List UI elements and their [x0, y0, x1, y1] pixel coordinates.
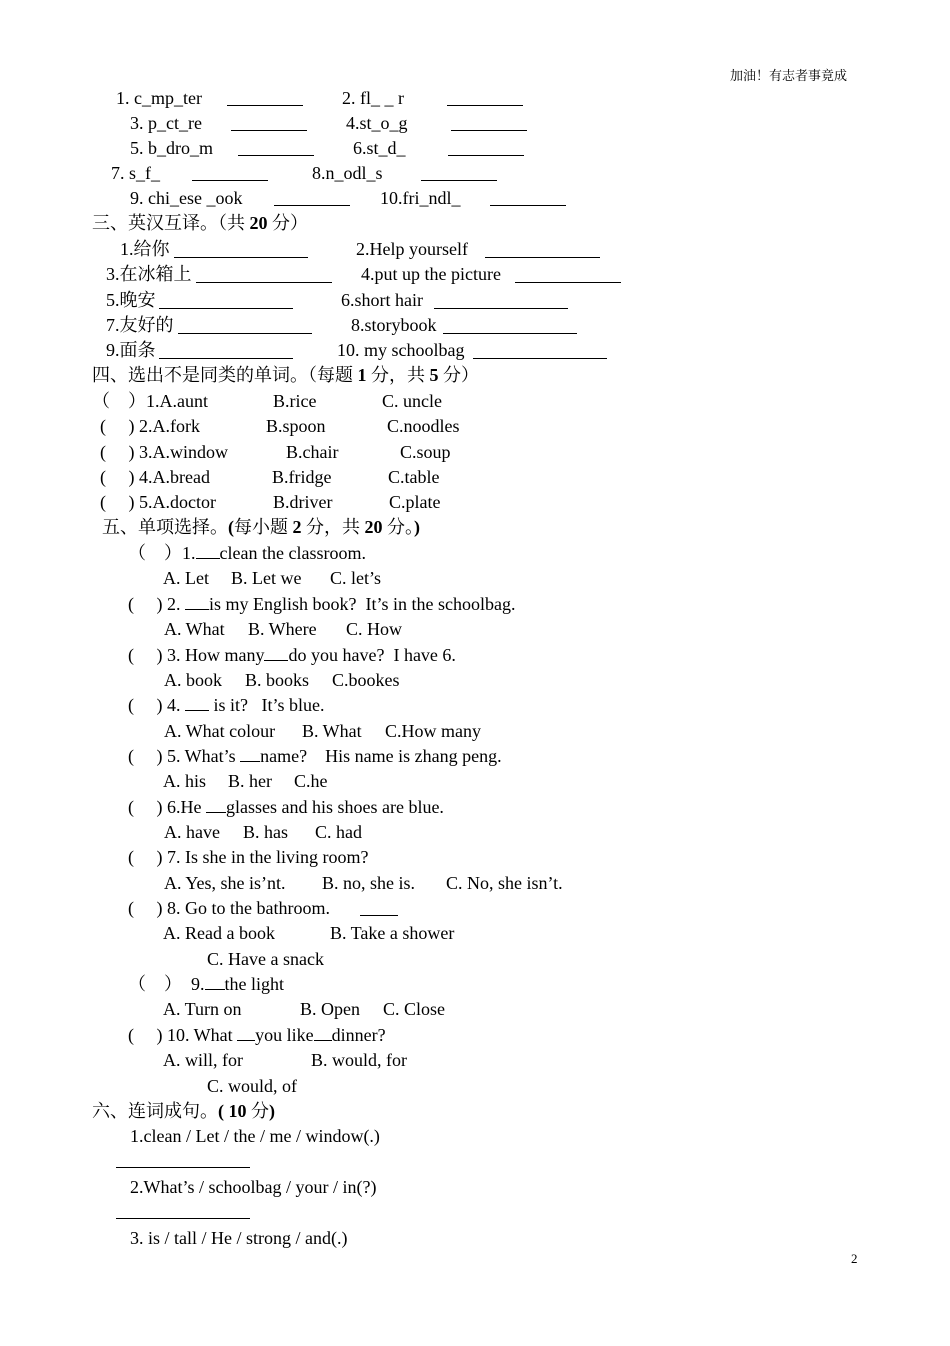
section4-q2-c: C.noodles	[387, 416, 460, 436]
answer-blank[interactable]	[116, 1167, 250, 1168]
section4-title: 四、选出不是同类的单词。（每题 1 分，共 5 分）	[92, 365, 479, 385]
answer-blank[interactable]	[196, 542, 220, 559]
section3-item-1: 1.给你	[120, 239, 170, 259]
section5-q3: ( ) 3. How many do you have? I have 6.	[128, 645, 456, 665]
section5-q1-b: B. Let we	[231, 568, 302, 588]
section4-q3: ( ) 3.A.window	[100, 442, 228, 462]
section5-q4-c: C.How many	[385, 721, 481, 741]
spelling-q1: 1. c_mp_ter	[116, 88, 202, 108]
spelling-q7: 7. s_f_	[111, 163, 160, 183]
section4-q1: （ ）1.A.aunt	[92, 391, 208, 411]
section5-q10-c: C. would, of	[207, 1076, 297, 1096]
section5-q10: ( ) 10. What you like dinner?	[128, 1025, 386, 1045]
page-number: 2	[851, 1251, 858, 1266]
section3-title: 三、英汉互译。（共 20 分）	[92, 213, 308, 233]
answer-blank[interactable]	[443, 333, 577, 334]
section3-item-10: 10. my schoolbag	[337, 340, 465, 360]
section3-item-4: 4.put up the picture	[361, 264, 501, 284]
section5-q8-a: A. Read a book	[163, 923, 275, 943]
section4-q4-b: B.fridge	[272, 467, 332, 487]
answer-blank[interactable]	[206, 796, 226, 813]
spelling-q6: 6.st_d_	[353, 138, 406, 158]
section4-q5: ( ) 5.A.doctor	[100, 492, 216, 512]
section5-q3-b: B. books	[245, 670, 310, 690]
section5-q6-a: A. have	[164, 822, 220, 842]
answer-blank[interactable]	[178, 333, 312, 334]
answer-blank[interactable]	[238, 155, 314, 156]
spelling-q10: 10.fri_ndl_	[380, 188, 461, 208]
answer-blank[interactable]	[360, 915, 398, 916]
answer-blank[interactable]	[274, 205, 350, 206]
section5-q6-b: B. has	[243, 822, 288, 842]
answer-blank[interactable]	[174, 257, 308, 258]
section5-q7-b: B. no, she is.	[322, 873, 416, 893]
section5-q4: ( ) 4. is it? It’s blue.	[128, 695, 325, 715]
section4-q3-b: B.chair	[286, 442, 339, 462]
section5-q1: （ ）1. clean the classroom.	[128, 543, 366, 563]
section5-q9: （ ） 9. the light	[128, 974, 284, 994]
answer-blank[interactable]	[231, 130, 307, 131]
section5-q10-b: B. would, for	[311, 1050, 407, 1070]
answer-blank[interactable]	[434, 308, 568, 309]
answer-blank[interactable]	[227, 105, 303, 106]
section5-q3-c: C.bookes	[332, 670, 400, 690]
section6-item-2: 2.What’s / schoolbag / your / in(?)	[130, 1177, 377, 1197]
section4-q5-b: B.driver	[273, 492, 333, 512]
section5-q7-c: C. No, she isn’t.	[446, 873, 563, 893]
answer-blank[interactable]	[185, 593, 209, 610]
answer-blank[interactable]	[264, 644, 288, 661]
section4-q5-c: C.plate	[389, 492, 441, 512]
answer-blank[interactable]	[314, 1024, 332, 1041]
answer-blank[interactable]	[485, 257, 600, 258]
section5-q7-a: A. Yes, she is’nt.	[164, 873, 286, 893]
section4-q2-b: B.spoon	[266, 416, 326, 436]
section5-q4-b: B. What	[302, 721, 362, 741]
section4-q1-c: C. uncle	[382, 391, 442, 411]
section5-q3-a: A. book	[164, 670, 222, 690]
answer-blank[interactable]	[448, 155, 524, 156]
answer-blank[interactable]	[240, 745, 260, 762]
answer-blank[interactable]	[192, 180, 268, 181]
section4-q2: ( ) 2.A.fork	[100, 416, 200, 436]
section5-q6-c: C. had	[315, 822, 362, 842]
section4-q3-c: C.soup	[400, 442, 451, 462]
section5-q9-a: A. Turn on	[163, 999, 242, 1019]
section5-q8-c: C. Have a snack	[207, 949, 324, 969]
section5-q2-b: B. Where	[248, 619, 317, 639]
section5-q1-a: A. Let	[163, 568, 209, 588]
spelling-q8: 8.n_odl_s	[312, 163, 383, 183]
answer-blank[interactable]	[205, 973, 225, 990]
section3-item-6: 6.short hair	[341, 290, 423, 310]
answer-blank[interactable]	[159, 358, 293, 359]
answer-blank[interactable]	[473, 358, 607, 359]
spelling-q9: 9. chi_ese _ook	[130, 188, 243, 208]
spelling-q3: 3. p_ct_re	[130, 113, 202, 133]
answer-blank[interactable]	[196, 282, 332, 283]
answer-blank[interactable]	[515, 282, 621, 283]
section3-item-3: 3.在冰箱上	[106, 264, 192, 284]
section6-item-3: 3. is / tall / He / strong / and(.)	[130, 1228, 348, 1248]
section5-q5-c: C.he	[294, 771, 328, 791]
section5-q5: ( ) 5. What’s name? His name is zhang peng.	[128, 746, 502, 766]
section3-item-8: 8.storybook	[351, 315, 437, 335]
section6-title: 六、连词成句。( 10 分)	[92, 1101, 275, 1121]
answer-blank[interactable]	[490, 205, 566, 206]
answer-blank[interactable]	[116, 1218, 250, 1219]
section3-item-5: 5.晚安	[106, 290, 156, 310]
header-motto: 加油！有志者事竟成	[730, 68, 848, 83]
section5-q2-c: C. How	[346, 619, 403, 639]
answer-blank[interactable]	[447, 105, 523, 106]
section4-q1-b: B.rice	[273, 391, 317, 411]
spelling-q5: 5. b_dro_m	[130, 138, 213, 158]
section5-q6: ( ) 6.He glasses and his shoes are blue.	[128, 797, 444, 817]
section5-q5-a: A. his	[163, 771, 207, 791]
section5-q9-b: B. Open	[300, 999, 360, 1019]
spelling-q2: 2. fl_ _ r	[342, 88, 404, 108]
answer-blank[interactable]	[421, 180, 497, 181]
section5-q1-c: C. let’s	[330, 568, 382, 588]
section5-q5-b: B. her	[228, 771, 272, 791]
section4-q4-c: C.table	[388, 467, 440, 487]
answer-blank[interactable]	[185, 694, 209, 711]
section5-q10-a: A. will, for	[163, 1050, 243, 1070]
section3-item-2: 2.Help yourself	[356, 239, 468, 259]
section5-q9-c: C. Close	[383, 999, 446, 1019]
section5-q7: ( ) 7. Is she in the living room?	[128, 847, 369, 867]
answer-blank[interactable]	[237, 1024, 255, 1041]
section5-q2-a: A. What	[164, 619, 225, 639]
section3-item-7: 7.友好的	[106, 315, 174, 335]
section6-item-1: 1.clean / Let / the / me / window(.)	[130, 1126, 380, 1146]
spelling-q4: 4.st_o_g	[346, 113, 408, 133]
section5-q2: ( ) 2. is my English book? It’s in the schoolbag.	[128, 594, 516, 614]
section5-q8-b: B. Take a shower	[330, 923, 455, 943]
section5-q4-a: A. What colour	[164, 721, 276, 741]
section5-q8: ( ) 8. Go to the bathroom.	[128, 898, 330, 918]
section3-item-9: 9.面条	[106, 340, 156, 360]
answer-blank[interactable]	[451, 130, 527, 131]
answer-blank[interactable]	[159, 308, 293, 309]
section4-q4: ( ) 4.A.bread	[100, 467, 210, 487]
section5-title: 五、单项选择。(每小题 2 分，共 20 分。)	[102, 517, 420, 537]
